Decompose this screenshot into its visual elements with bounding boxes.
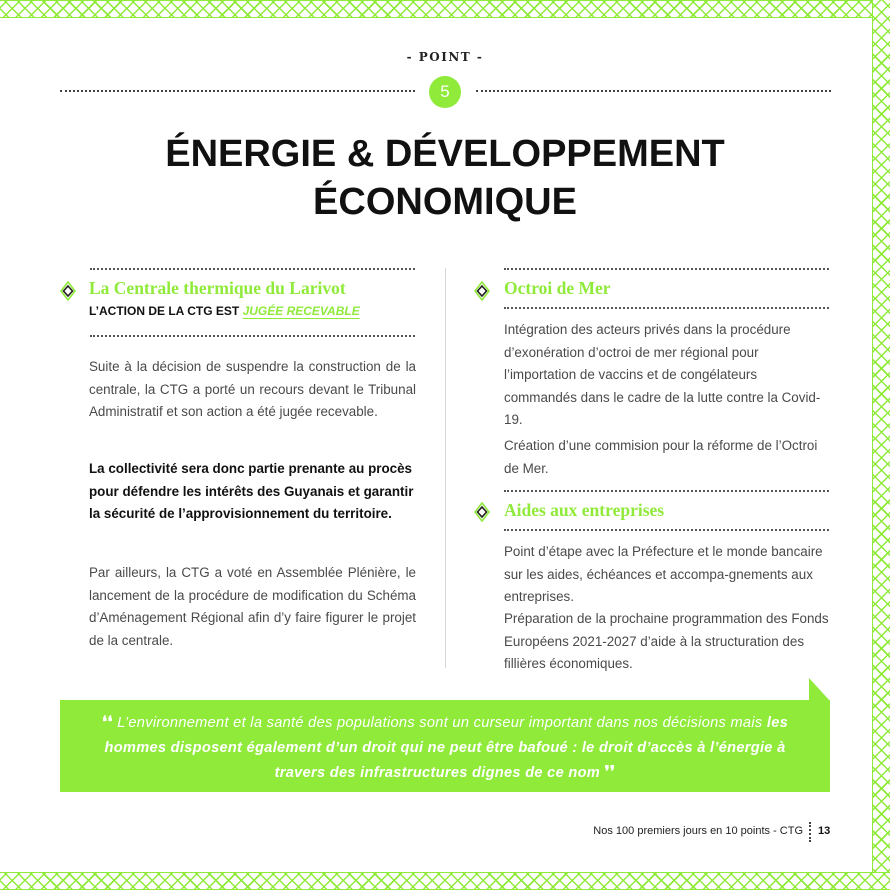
point-label: - POINT - <box>406 50 484 64</box>
page-title <box>60 130 830 226</box>
quote-text-regular: L’environnement et la santé des populations sont un curseur important dans nos décisions mais <box>117 715 763 731</box>
section-rule <box>504 307 829 309</box>
section-rule <box>90 268 415 270</box>
lattice-border-top <box>0 0 890 18</box>
subheading-badge: JUGÉE RECEVABLE <box>242 304 360 318</box>
section-heading-aides: Aides aux entreprises <box>504 500 665 520</box>
quote-tab <box>809 678 830 701</box>
header-rule-right <box>476 90 831 92</box>
section-rule <box>504 490 829 492</box>
section-rule <box>504 529 829 531</box>
header-rule-left <box>60 90 415 92</box>
subheading-text: L’ACTION DE LA CTG EST <box>89 304 240 318</box>
paragraph-sar: Par ailleurs, la CTG a voté en Assemblée Plénière, le lancement de la procédure de modification du Schéma d’Aménagement Régional afin d’y faire figurer le projet de la centrale. <box>89 565 416 648</box>
paragraph-proces: La collectivité sera donc partie prenante au procès pour défendre les intérêts des Guyanais et garantir la sécurité de l’approvisionnement du territoire. <box>89 461 414 521</box>
diamond-outline-icon <box>60 281 76 301</box>
lattice-border-right <box>872 0 890 890</box>
lattice-border-bottom <box>0 872 890 890</box>
point-number-badge: 5 <box>429 76 461 108</box>
pull-quote <box>80 710 810 786</box>
section-heading-octroi: Octroi de Mer <box>504 278 611 298</box>
paragraph-recours: Suite à la décision de suspendre la construction de la centrale, la CTG a porté un recours devant le Tribunal Administratif et son action a été jugée recevable. <box>89 359 416 419</box>
paragraph-prefecture: Point d’étape avec la Préfecture et le monde bancaire sur les aides, échéances et accompa-gnements aux entreprises. <box>504 544 823 604</box>
paragraph-commission: Création d’une commision pour la réforme de l’Octroi de Mer. <box>504 438 818 476</box>
page-number: 13 <box>818 825 831 837</box>
open-quote-icon: ❛❛ <box>101 712 113 731</box>
diamond-outline-icon <box>474 502 490 522</box>
page-title-line2: ÉCONOMIQUE <box>313 181 577 223</box>
footer-separator <box>809 822 811 842</box>
quote-text-bold: les hommes disposent également d’un droit qui ne peut être bafoué : le droit d’accès à l’énergie à travers des infrastructures dignes de ce nom <box>104 715 789 781</box>
paragraph-fonds-europeens: Préparation de la prochaine programmation des Fonds Européens 2021-2027 d’aide à la structuration des fillières économiques. <box>504 611 829 671</box>
section-rule <box>90 335 415 337</box>
close-quote-icon: ❜❜ <box>604 762 616 781</box>
paragraph-exoneration: Intégration des acteurs privés dans la procédure d’exonération d’octroi de mer régional pour l’importation de vaccins et de congélateurs commandés dans le cadre de la lutte contre la Covid-19. <box>504 322 821 427</box>
section-heading-larivot: La Centrale thermique du Larivot <box>89 278 346 298</box>
page-title-line1: ÉNERGIE & DÉVELOPPEMENT <box>165 133 725 175</box>
section-rule <box>504 268 829 270</box>
footer-caption: Nos 100 premiers jours en 10 points - CTG <box>593 825 803 837</box>
section-subheading <box>89 304 360 318</box>
diamond-outline-icon <box>474 281 490 301</box>
column-divider <box>445 268 446 668</box>
